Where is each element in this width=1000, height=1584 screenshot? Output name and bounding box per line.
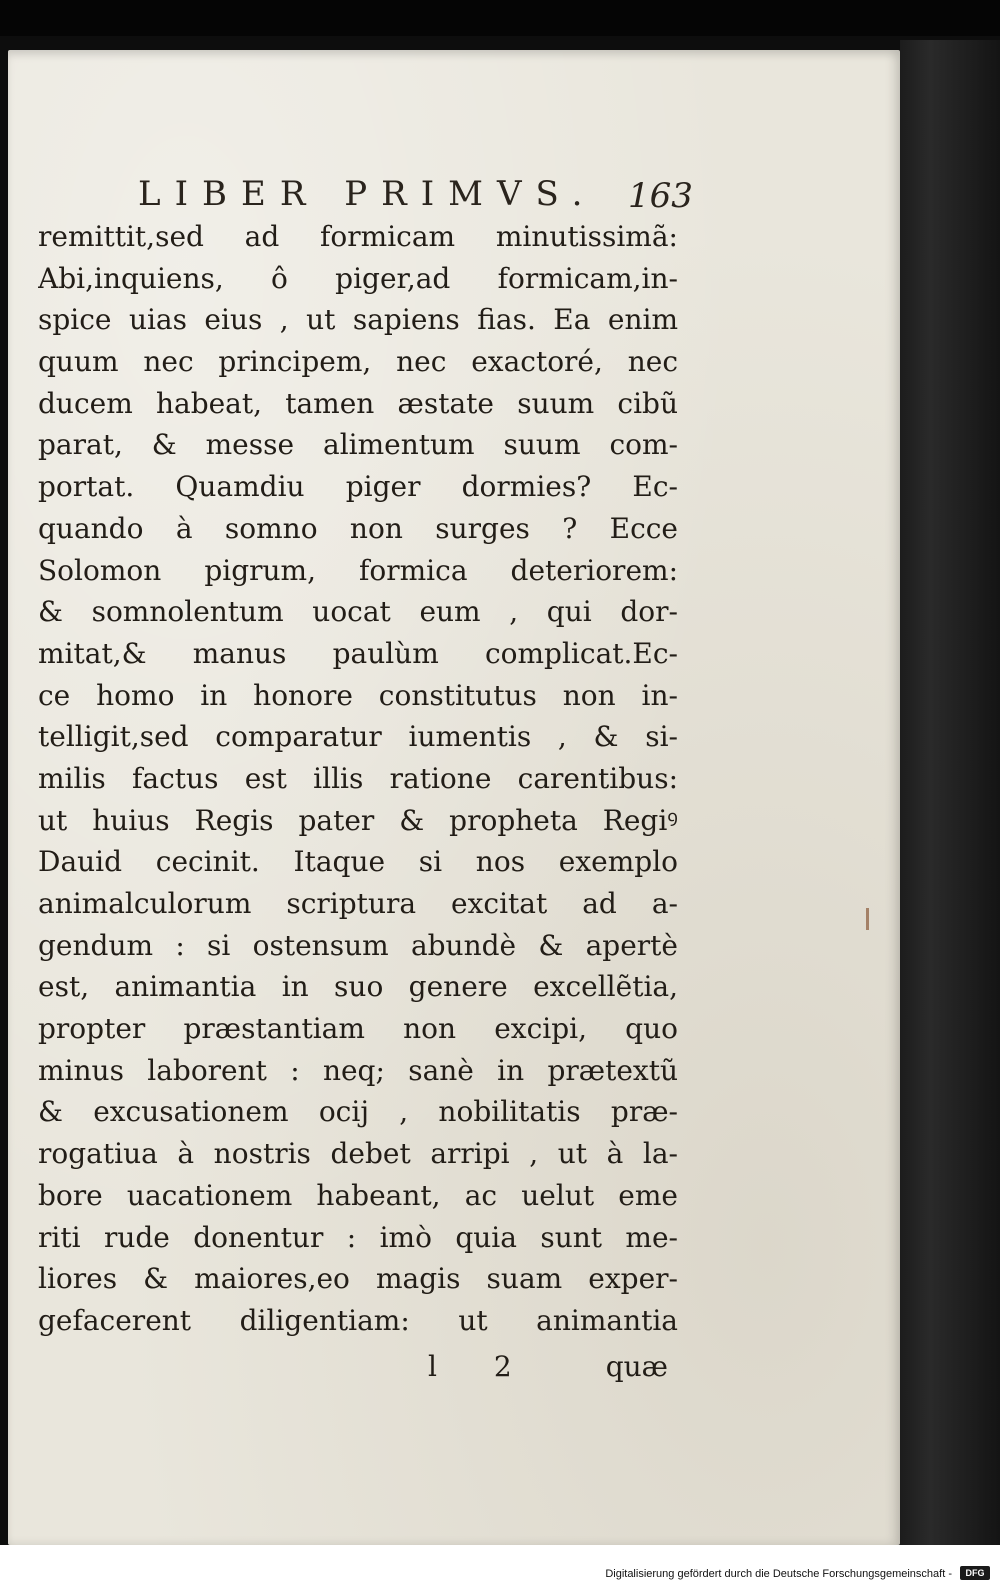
text-line: mitat,& manus paulùm complicat.Ec- — [38, 636, 678, 670]
text-line: ducem habeat, tamen æstate suum cibũ — [38, 386, 678, 420]
catchword: quæ — [605, 1350, 668, 1383]
paper-page — [8, 50, 900, 1545]
text-line: & somnolentum uocat eum , qui dor- — [38, 595, 678, 629]
text-line: portat. Quamdiu piger dormies? Ec- — [38, 470, 678, 504]
catchline — [38, 1350, 678, 1392]
scan-top-border — [0, 0, 1000, 36]
text-line: gefacerent diligentiam: ut animantia — [38, 1303, 678, 1337]
text-line: parat, & messe alimentum suum com- — [38, 428, 678, 462]
text-line: remittit,sed ad formicam minutissimã: — [38, 220, 678, 253]
text-line: animalculorum scriptura excitat ad a- — [38, 887, 678, 920]
digitization-notice: Digitalisierung gefördert durch die Deutsche Forschungsgemeinschaft - — [605, 1568, 952, 1580]
text-line: & excusationem ocij , nobilitatis præ- — [38, 1095, 678, 1129]
page-header — [108, 170, 708, 218]
text-line: bore uacationem habeant, ac uelut eme — [38, 1178, 678, 1212]
text-line: ut huius Regis pater & propheta Regiꝰ — [38, 803, 678, 837]
text-line: Abi,inquiens, ô piger,ad formicam,in- — [38, 261, 678, 295]
paper-stain — [866, 908, 869, 930]
text-line: riti rude donentur : imò quia sunt me- — [38, 1220, 678, 1254]
signature-mark: l 2 — [428, 1350, 536, 1383]
page-number: 163 — [628, 176, 693, 216]
book-spine-edge — [900, 40, 1000, 1545]
text-line: minus laborent : neq; sanè in prætextũ — [38, 1053, 678, 1087]
text-line: propter præstantiam non excipi, quo — [38, 1012, 678, 1046]
dfg-logo-icon: DFG — [960, 1566, 990, 1580]
text-line: spice uias eius , ut sapiens fias. Ea enim — [38, 303, 678, 337]
text-line: telligit,sed comparatur iumentis , & si- — [38, 720, 678, 754]
text-line: liores & maiores,eo magis suam exper- — [38, 1262, 678, 1296]
text-line: Solomon pigrum, formica deteriorem: — [38, 553, 678, 587]
text-line: rogatiua à nostris debet arripi , ut à la- — [38, 1137, 678, 1171]
text-line: milis factus est illis ratione carentibus: — [38, 761, 678, 795]
text-line: quum nec principem, nec exactoré, nec — [38, 345, 678, 379]
text-line: est, animantia in suo genere excellẽtia, — [38, 970, 678, 1004]
body-text — [38, 216, 678, 1342]
text-line: gendum : si ostensum abundè & apertè — [38, 928, 678, 962]
text-line: Dauid cecinit. Itaque si nos exemplo — [38, 845, 678, 879]
text-line: quando à somno non surges ? Ecce — [38, 511, 678, 545]
text-line: ce homo in honore constitutus non in- — [38, 678, 678, 712]
running-title: LIBER PRIMVS. — [138, 174, 597, 214]
